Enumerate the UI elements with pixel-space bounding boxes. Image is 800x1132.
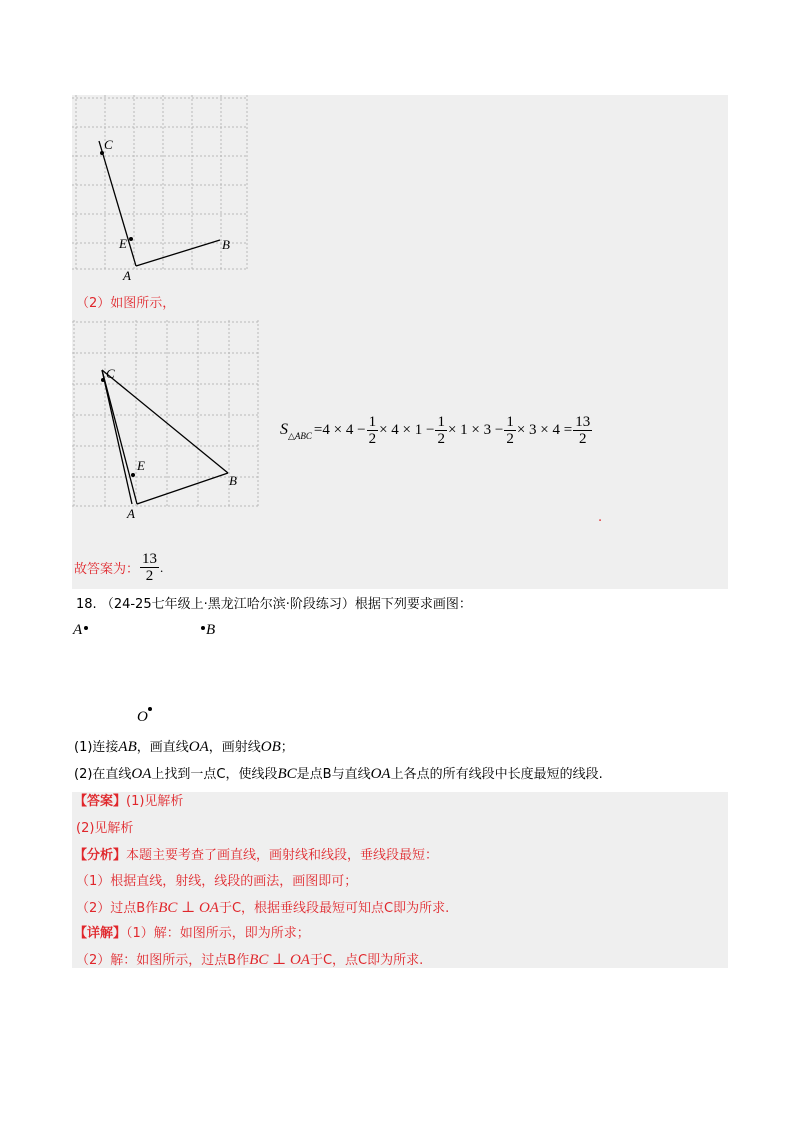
sub-question-2: (2)在直线OA上找到一点C，使线段BC是点B与直线OA上各点的所有线段中长度最短的线段. [74, 766, 603, 782]
point-a-label: A [73, 622, 83, 638]
part-2-caption: （2）如图所示， [76, 296, 176, 311]
figure-1-label-e: E [119, 236, 127, 251]
formula-fraction-2: $\frac{1}{2}$ [437, 413, 445, 447]
formula-fraction-3: $\frac{1}{2}$ [506, 413, 514, 447]
figure-1-label-a: A [123, 268, 131, 283]
answer-2: (2)见解析 [76, 821, 134, 836]
answer-fraction: $\frac{13}{2}$ [142, 551, 158, 584]
point-b-dot [201, 626, 205, 630]
point-o-dot [148, 707, 152, 711]
question-number: 18. [76, 597, 97, 612]
detail-2: （2）解：如图所示，过点B作BC ⊥ OA于C，点C即为所求. [76, 952, 424, 968]
figure-1-label-b: B [222, 237, 230, 252]
formula-term-3: × 3 × 4 = [516, 421, 573, 438]
analysis-1: （1）根据直线，射线，线段的画法，画图即可； [76, 874, 358, 889]
question-prompt: 根据下列要求画图： [354, 597, 472, 612]
analysis-line: 【分析】本题主要考查了画直线，画射线和线段，垂线段最短： [74, 848, 439, 863]
point-a-dot [84, 626, 88, 630]
question-source: （24-25七年级上·黑龙江哈尔滨·阶段练习） [100, 597, 355, 612]
answer-line [74, 551, 163, 584]
segment-ca [102, 370, 137, 504]
answer-tag: 【答案】 [74, 794, 127, 809]
segment-ab [137, 473, 228, 504]
formula-s: S [280, 421, 288, 438]
detail-line: 【详解】（1）解：如图所示，即为所求； [74, 926, 310, 941]
question-18-header [76, 595, 472, 615]
point-c [101, 378, 105, 382]
formula-fraction-4: $\frac{13}{2}$ [575, 413, 591, 447]
figure-1-label-c: C [104, 137, 113, 152]
point-e [129, 237, 133, 241]
answer-prefix: 故答案为： [74, 562, 140, 577]
figure-2-label-a: A [127, 506, 135, 521]
figure-2-label-b: B [229, 473, 237, 488]
figure-2-label-c: C [106, 366, 115, 381]
answer-suffix: . [160, 559, 164, 575]
formula-term-2: × 1 × 3 − [447, 421, 504, 438]
segment-ab [136, 240, 220, 266]
segment-cb [102, 370, 228, 473]
formula-fraction-1: $\frac{1}{2}$ [368, 413, 377, 447]
sub-question-1: (1)连接AB，画直线OA，画射线OB； [74, 739, 294, 755]
analysis-tag: 【分析】 [74, 848, 127, 863]
formula-term-1: × 4 × 1 − [379, 421, 435, 438]
analysis-2: （2）过点B作BC ⊥ OA于C，根据垂线段最短可知点C即为所求. [76, 900, 450, 916]
answer-tag-line: 【答案】(1)见解析 [74, 794, 184, 809]
point-o-label: O [137, 709, 148, 725]
stray-dot: . [598, 510, 603, 525]
area-formula [280, 410, 593, 450]
detail-tag: 【详解】 [74, 926, 127, 941]
figure-2-label-e: E [137, 458, 145, 473]
point-e [131, 473, 135, 477]
point-b-label: B [206, 622, 216, 638]
formula-term-0: =4 × 4 − [313, 421, 366, 438]
formula-subscript: △ABC [288, 431, 312, 441]
